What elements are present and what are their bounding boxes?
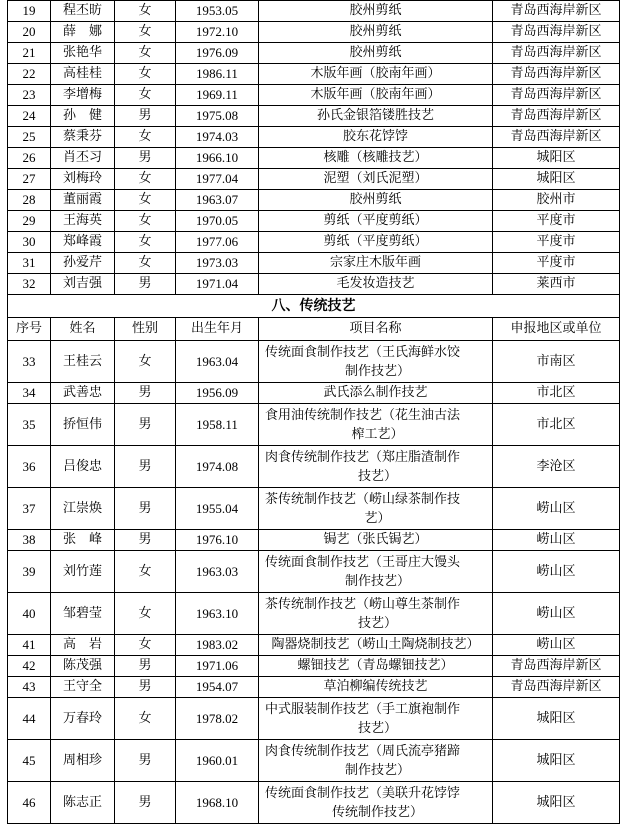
table-row xyxy=(8,274,620,295)
project-name: 木版年画（胶南年画） xyxy=(259,64,493,85)
inheritor-name: 郑峰霞 xyxy=(51,232,115,253)
table-row xyxy=(8,148,620,169)
row-number: 33 xyxy=(8,341,51,383)
region: 青岛西海岸新区 xyxy=(493,64,620,85)
project-name: 泥塑（刘氏泥塑） xyxy=(259,169,493,190)
gender: 女 xyxy=(115,22,176,43)
birth-date: 1978.02 xyxy=(176,698,259,740)
region: 崂山区 xyxy=(493,593,620,635)
project-name: 宗家庄木版年画 xyxy=(259,253,493,274)
row-number: 40 xyxy=(8,593,51,635)
gender: 男 xyxy=(115,404,176,446)
inheritor-name: 孙 健 xyxy=(51,106,115,127)
birth-date: 1971.04 xyxy=(176,274,259,295)
birth-date: 1966.10 xyxy=(176,148,259,169)
inheritor-name: 李增梅 xyxy=(51,85,115,106)
region: 青岛西海岸新区 xyxy=(493,22,620,43)
project-name: 核雕（核雕技艺） xyxy=(259,148,493,169)
birth-date: 1986.11 xyxy=(176,64,259,85)
inheritor-name: 董丽霞 xyxy=(51,190,115,211)
table-row xyxy=(8,232,620,253)
region: 崂山区 xyxy=(493,488,620,530)
project-name xyxy=(259,446,493,488)
birth-date: 1970.05 xyxy=(176,211,259,232)
gender: 女 xyxy=(115,85,176,106)
inheritor-name: 王桂云 xyxy=(51,341,115,383)
region: 城阳区 xyxy=(493,148,620,169)
row-number: 37 xyxy=(8,488,51,530)
gender: 男 xyxy=(115,106,176,127)
project-name: 孙氏金银箔镂胜技艺 xyxy=(259,106,493,127)
project-name: 胶州剪纸 xyxy=(259,22,493,43)
project-name: 胶州剪纸 xyxy=(259,1,493,22)
row-number: 30 xyxy=(8,232,51,253)
project-name xyxy=(259,593,493,635)
inheritor-name: 周相珍 xyxy=(51,740,115,782)
birth-date: 1953.05 xyxy=(176,1,259,22)
gender: 女 xyxy=(115,169,176,190)
project-name-line: 传统面食制作技艺（王哥庄大馒头 xyxy=(265,554,461,570)
table-row xyxy=(8,106,620,127)
region: 市北区 xyxy=(493,404,620,446)
gender: 男 xyxy=(115,488,176,530)
birth-date: 1977.04 xyxy=(176,169,259,190)
project-name xyxy=(259,530,493,551)
region: 青岛西海岸新区 xyxy=(493,43,620,64)
project-name: 胶州剪纸 xyxy=(259,43,493,64)
birth-date: 1963.10 xyxy=(176,593,259,635)
project-name-line: 肉食传统制作技艺（周氏流亭猪蹄 xyxy=(265,743,461,759)
gender: 男 xyxy=(115,383,176,404)
row-number: 36 xyxy=(8,446,51,488)
inheritor-name: 肖丕习 xyxy=(51,148,115,169)
table-row xyxy=(8,169,620,190)
birth-date: 1983.02 xyxy=(176,635,259,656)
birth-date: 1972.10 xyxy=(176,22,259,43)
region: 崂山区 xyxy=(493,635,620,656)
project-name xyxy=(259,656,493,677)
inheritor-name: 邹碧莹 xyxy=(51,593,115,635)
gender: 男 xyxy=(115,274,176,295)
project-name-line: 榨工艺） xyxy=(351,426,404,442)
birth-date: 1963.04 xyxy=(176,341,259,383)
inheritor-name: 蔡秉芬 xyxy=(51,127,115,148)
table-row xyxy=(8,383,620,404)
project-name-line: 茶传统制作技艺（崂山绿茶制作技 xyxy=(265,491,461,507)
row-number: 25 xyxy=(8,127,51,148)
project-name xyxy=(259,551,493,593)
region: 青岛西海岸新区 xyxy=(493,677,620,698)
table-row xyxy=(8,85,620,106)
inheritor-name: 张艳华 xyxy=(51,43,115,64)
row-number: 29 xyxy=(8,211,51,232)
region: 平度市 xyxy=(493,253,620,274)
project-name: 木版年画（胶南年画） xyxy=(259,85,493,106)
project-name-line: 技艺） xyxy=(357,468,397,484)
gender: 女 xyxy=(115,593,176,635)
gender: 女 xyxy=(115,190,176,211)
birth-date: 1976.10 xyxy=(176,530,259,551)
project-name xyxy=(259,698,493,740)
table-row xyxy=(8,488,620,530)
birth-date: 1971.06 xyxy=(176,656,259,677)
table-row xyxy=(8,530,620,551)
gender: 男 xyxy=(115,446,176,488)
birth-date: 1958.11 xyxy=(176,404,259,446)
gender: 女 xyxy=(115,211,176,232)
gender: 女 xyxy=(115,253,176,274)
row-number: 23 xyxy=(8,85,51,106)
region: 平度市 xyxy=(493,232,620,253)
header-name: 姓名 xyxy=(51,318,115,341)
birth-date: 1954.07 xyxy=(176,677,259,698)
header-no: 序号 xyxy=(8,318,51,341)
row-number: 44 xyxy=(8,698,51,740)
inheritor-name: 陈茂强 xyxy=(51,656,115,677)
gender: 女 xyxy=(115,551,176,593)
table-row xyxy=(8,698,620,740)
gender: 男 xyxy=(115,782,176,824)
inheritor-name: 刘梅玲 xyxy=(51,169,115,190)
inheritor-name: 程丕昉 xyxy=(51,1,115,22)
gender: 女 xyxy=(115,43,176,64)
table-row xyxy=(8,656,620,677)
project-name-line: 茶传统制作技艺（崂山尊生茶制作 xyxy=(265,596,461,612)
project-name-line: 技艺） xyxy=(357,720,397,736)
project-name: 胶东花饽饽 xyxy=(259,127,493,148)
inheritor-name: 王海英 xyxy=(51,211,115,232)
table-row xyxy=(8,635,620,656)
birth-date: 1963.03 xyxy=(176,551,259,593)
birth-date: 1974.03 xyxy=(176,127,259,148)
table-row xyxy=(8,190,620,211)
header-born: 出生年月 xyxy=(176,318,259,341)
gender: 女 xyxy=(115,64,176,85)
project-name-line: 锔艺（张氏锔艺） xyxy=(323,532,428,547)
inheritor-name: 陈志正 xyxy=(51,782,115,824)
project-name-line: 食用油传统制作技艺（花生油古法 xyxy=(265,407,461,423)
project-name xyxy=(259,635,493,656)
gender: 女 xyxy=(115,1,176,22)
row-number: 41 xyxy=(8,635,51,656)
project-name-line: 中式服装制作技艺（手工旗袍制作 xyxy=(265,701,461,717)
project-name xyxy=(259,488,493,530)
table-row xyxy=(8,253,620,274)
table-row xyxy=(8,127,620,148)
table-row xyxy=(8,43,620,64)
gender: 男 xyxy=(115,740,176,782)
birth-date: 1969.11 xyxy=(176,85,259,106)
project-name-line: 技艺） xyxy=(357,615,397,631)
region: 平度市 xyxy=(493,211,620,232)
project-name: 胶州剪纸 xyxy=(259,190,493,211)
gender: 男 xyxy=(115,656,176,677)
inheritor-name: 孙爱芹 xyxy=(51,253,115,274)
project-name-line: 武氏添么制作技艺 xyxy=(323,385,428,400)
project-name xyxy=(259,677,493,698)
header-sex: 性别 xyxy=(115,318,176,341)
table-row xyxy=(8,211,620,232)
table-body xyxy=(8,1,620,824)
project-name: 剪纸（平度剪纸） xyxy=(259,211,493,232)
table-row xyxy=(8,64,620,85)
project-name-line: 制作技艺） xyxy=(344,363,410,379)
table-row xyxy=(8,404,620,446)
project-name-line: 制作技艺） xyxy=(344,762,410,778)
region: 崂山区 xyxy=(493,530,620,551)
row-number: 26 xyxy=(8,148,51,169)
region: 青岛西海岸新区 xyxy=(493,85,620,106)
inheritor-name: 刘竹莲 xyxy=(51,551,115,593)
project-name xyxy=(259,341,493,383)
row-number: 32 xyxy=(8,274,51,295)
birth-date: 1977.06 xyxy=(176,232,259,253)
table-row xyxy=(8,593,620,635)
birth-date: 1974.08 xyxy=(176,446,259,488)
section-title: 八、传统技艺 xyxy=(8,295,620,318)
project-name-line: 陶器烧制技艺（崂山土陶烧制技艺） xyxy=(271,637,480,652)
project-name-line: 传统面食制作技艺（王氏海鲜水饺 xyxy=(265,344,461,360)
row-number: 34 xyxy=(8,383,51,404)
project-name-line: 肉食传统制作技艺（郑庄脂渣制作 xyxy=(265,449,461,465)
inheritor-name: 江崇焕 xyxy=(51,488,115,530)
row-number: 42 xyxy=(8,656,51,677)
header-region: 申报地区或单位 xyxy=(493,318,620,341)
inheritor-name: 吕俊忠 xyxy=(51,446,115,488)
birth-date: 1976.09 xyxy=(176,43,259,64)
table-row xyxy=(8,446,620,488)
project-name-line: 螺钿技艺（青岛螺钿技艺） xyxy=(297,658,454,673)
row-number: 38 xyxy=(8,530,51,551)
table-row xyxy=(8,677,620,698)
project-name-line: 艺） xyxy=(364,510,391,526)
region: 城阳区 xyxy=(493,782,620,824)
row-number: 31 xyxy=(8,253,51,274)
region: 青岛西海岸新区 xyxy=(493,127,620,148)
inheritor-name: 薛 娜 xyxy=(51,22,115,43)
heritage-inheritors-table xyxy=(7,0,620,824)
row-number: 28 xyxy=(8,190,51,211)
region: 青岛西海岸新区 xyxy=(493,656,620,677)
row-number: 45 xyxy=(8,740,51,782)
gender: 女 xyxy=(115,635,176,656)
inheritor-name: 武善忠 xyxy=(51,383,115,404)
region: 李沧区 xyxy=(493,446,620,488)
gender: 女 xyxy=(115,698,176,740)
row-number: 35 xyxy=(8,404,51,446)
header-project: 项目名称 xyxy=(259,318,493,341)
region: 城阳区 xyxy=(493,740,620,782)
inheritor-name: 挢恒伟 xyxy=(51,404,115,446)
inheritor-name: 万春玲 xyxy=(51,698,115,740)
gender: 女 xyxy=(115,127,176,148)
section-row xyxy=(8,295,620,318)
region: 青岛西海岸新区 xyxy=(493,1,620,22)
birth-date: 1955.04 xyxy=(176,488,259,530)
gender: 男 xyxy=(115,530,176,551)
gender: 女 xyxy=(115,232,176,253)
gender: 男 xyxy=(115,148,176,169)
birth-date: 1968.10 xyxy=(176,782,259,824)
header-row xyxy=(8,318,620,341)
row-number: 43 xyxy=(8,677,51,698)
region: 城阳区 xyxy=(493,169,620,190)
gender: 男 xyxy=(115,677,176,698)
row-number: 20 xyxy=(8,22,51,43)
region: 崂山区 xyxy=(493,551,620,593)
row-number: 46 xyxy=(8,782,51,824)
project-name xyxy=(259,404,493,446)
project-name: 毛发妆造技艺 xyxy=(259,274,493,295)
table-row xyxy=(8,740,620,782)
project-name xyxy=(259,782,493,824)
region: 青岛西海岸新区 xyxy=(493,106,620,127)
project-name-line: 传统面食制作技艺（美联升花饽饽 xyxy=(265,785,461,801)
birth-date: 1960.01 xyxy=(176,740,259,782)
project-name-line: 草泊柳编传统技艺 xyxy=(323,679,428,694)
region: 市南区 xyxy=(493,341,620,383)
inheritor-name: 高桂桂 xyxy=(51,64,115,85)
row-number: 24 xyxy=(8,106,51,127)
birth-date: 1973.03 xyxy=(176,253,259,274)
table-row xyxy=(8,551,620,593)
table-row xyxy=(8,22,620,43)
gender: 女 xyxy=(115,341,176,383)
table-row xyxy=(8,1,620,22)
inheritor-name: 高 岩 xyxy=(51,635,115,656)
region: 城阳区 xyxy=(493,698,620,740)
row-number: 27 xyxy=(8,169,51,190)
region: 莱西市 xyxy=(493,274,620,295)
project-name xyxy=(259,383,493,404)
region: 市北区 xyxy=(493,383,620,404)
birth-date: 1963.07 xyxy=(176,190,259,211)
birth-date: 1975.08 xyxy=(176,106,259,127)
row-number: 39 xyxy=(8,551,51,593)
inheritor-name: 刘吉强 xyxy=(51,274,115,295)
row-number: 19 xyxy=(8,1,51,22)
project-name-line: 传统制作技艺） xyxy=(331,804,423,820)
project-name: 剪纸（平度剪纸） xyxy=(259,232,493,253)
project-name-line: 制作技艺） xyxy=(344,573,410,589)
row-number: 21 xyxy=(8,43,51,64)
table-row xyxy=(8,782,620,824)
row-number: 22 xyxy=(8,64,51,85)
inheritor-name: 张 峰 xyxy=(51,530,115,551)
inheritor-name: 王守全 xyxy=(51,677,115,698)
table-row xyxy=(8,341,620,383)
region: 胶州市 xyxy=(493,190,620,211)
birth-date: 1956.09 xyxy=(176,383,259,404)
project-name xyxy=(259,740,493,782)
